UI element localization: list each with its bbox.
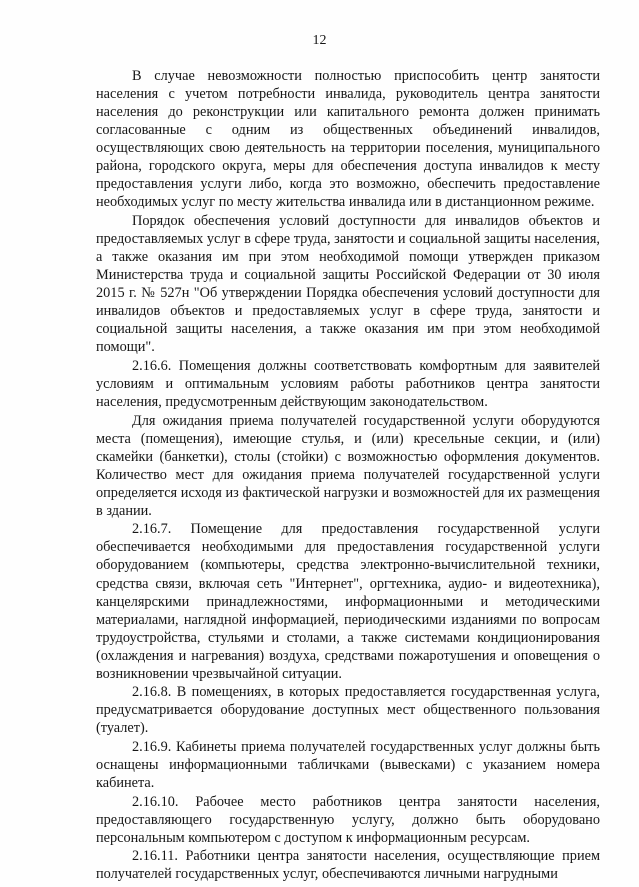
paragraph-accessibility-order: Порядок обеспечения условий доступности для инвалидов объектов и предоставляемых услуг в сфере труда, занятости и социальной защиты населения, а также оказания им при этом необходимой помощи утвержден приказом Министерства труда и социальной защиты Российской Федерации от 30 июля 2015 г. № 527н "Об утверждении Порядка обеспечения условий доступности для инвалидов объектов и предоставляемых услуг в сфере труда, занятости и социальной защиты населения, а также оказания им при этом необходимой помощи".: [96, 212, 600, 356]
paragraph-waiting-places: Для ожидания приема получателей государственной услуги оборудуются места (помещения), имеющие стулья, и (или) кресельные секции, и (или) скамейки (банкетки), столы (стойки) с возможностью оформления документов. Количество мест для ожидания приема получателей государственной услуги определяется исходя из фактической нагрузки и возможностей для их размещения в здании.: [96, 412, 600, 519]
page-number: 12: [312, 33, 327, 48]
paragraph-2-16-9: 2.16.9. Кабинеты приема получателей государственных услуг должны быть оснащены информационными табличками (вывесками) с указанием номера кабинета.: [96, 739, 600, 792]
paragraph-2-16-10: 2.16.10. Рабочее место работников центра занятости населения, предоставляющего государственную услугу, должно быть оборудовано персональным компьютером с доступом к информационным ресурсам.: [96, 793, 600, 846]
paragraph-2-16-8: 2.16.8. В помещениях, в которых предоставляется государственная услуга, предусматривается оборудование доступных мест общественного пользования (туалет).: [96, 684, 600, 737]
paragraph-accommodation-measures: В случае невозможности полностью приспособить центр занятости населения с учетом потребности инвалида, руководитель центра занятости населения до реконструкции или капитального ремонта должен принимать согласованные с одним из общественных объединений инвалидов, осуществляющих свою деятельность на территории поселения, муниципального района, городского округа, меры для обеспечения доступа инвалидов к месту предоставления услуги либо, когда это возможно, обеспечить предоставление необходимых услуг по месту жительства инвалида или в дистанционном режиме.: [96, 68, 600, 211]
document-body: [96, 67, 600, 884]
paragraph-2-16-7: 2.16.7. Помещение для предоставления государственной услуги обеспечивается необходимыми для предоставления государственной услуги оборудованием (компьютеры, средства электронно-вычислительной техники, средства связи, включая сеть "Интернет", оргтехника, аудио- и видеотехника), канцелярскими принадлежностями, информационными и методическими материалами, наглядной информацией, периодическими изданиями по вопросам трудоустройства, стульями и столами, а также системами кондиционирования (охлаждения и нагревания) воздуха, средствами пожаротушения и оповещения о возникновении чрезвычайной ситуации.: [96, 521, 600, 682]
paragraph-2-16-6: 2.16.6. Помещения должны соответствовать комфортным для заявителей условиям и оптимальным условиям работы работников центра занятости населения, предусмотренным действующим законодательством.: [96, 357, 600, 410]
paragraph-2-16-11: 2.16.11. Работники центра занятости населения, осуществляющие прием получателей государственных услуг, обеспечиваются личными нагрудными: [96, 848, 600, 883]
